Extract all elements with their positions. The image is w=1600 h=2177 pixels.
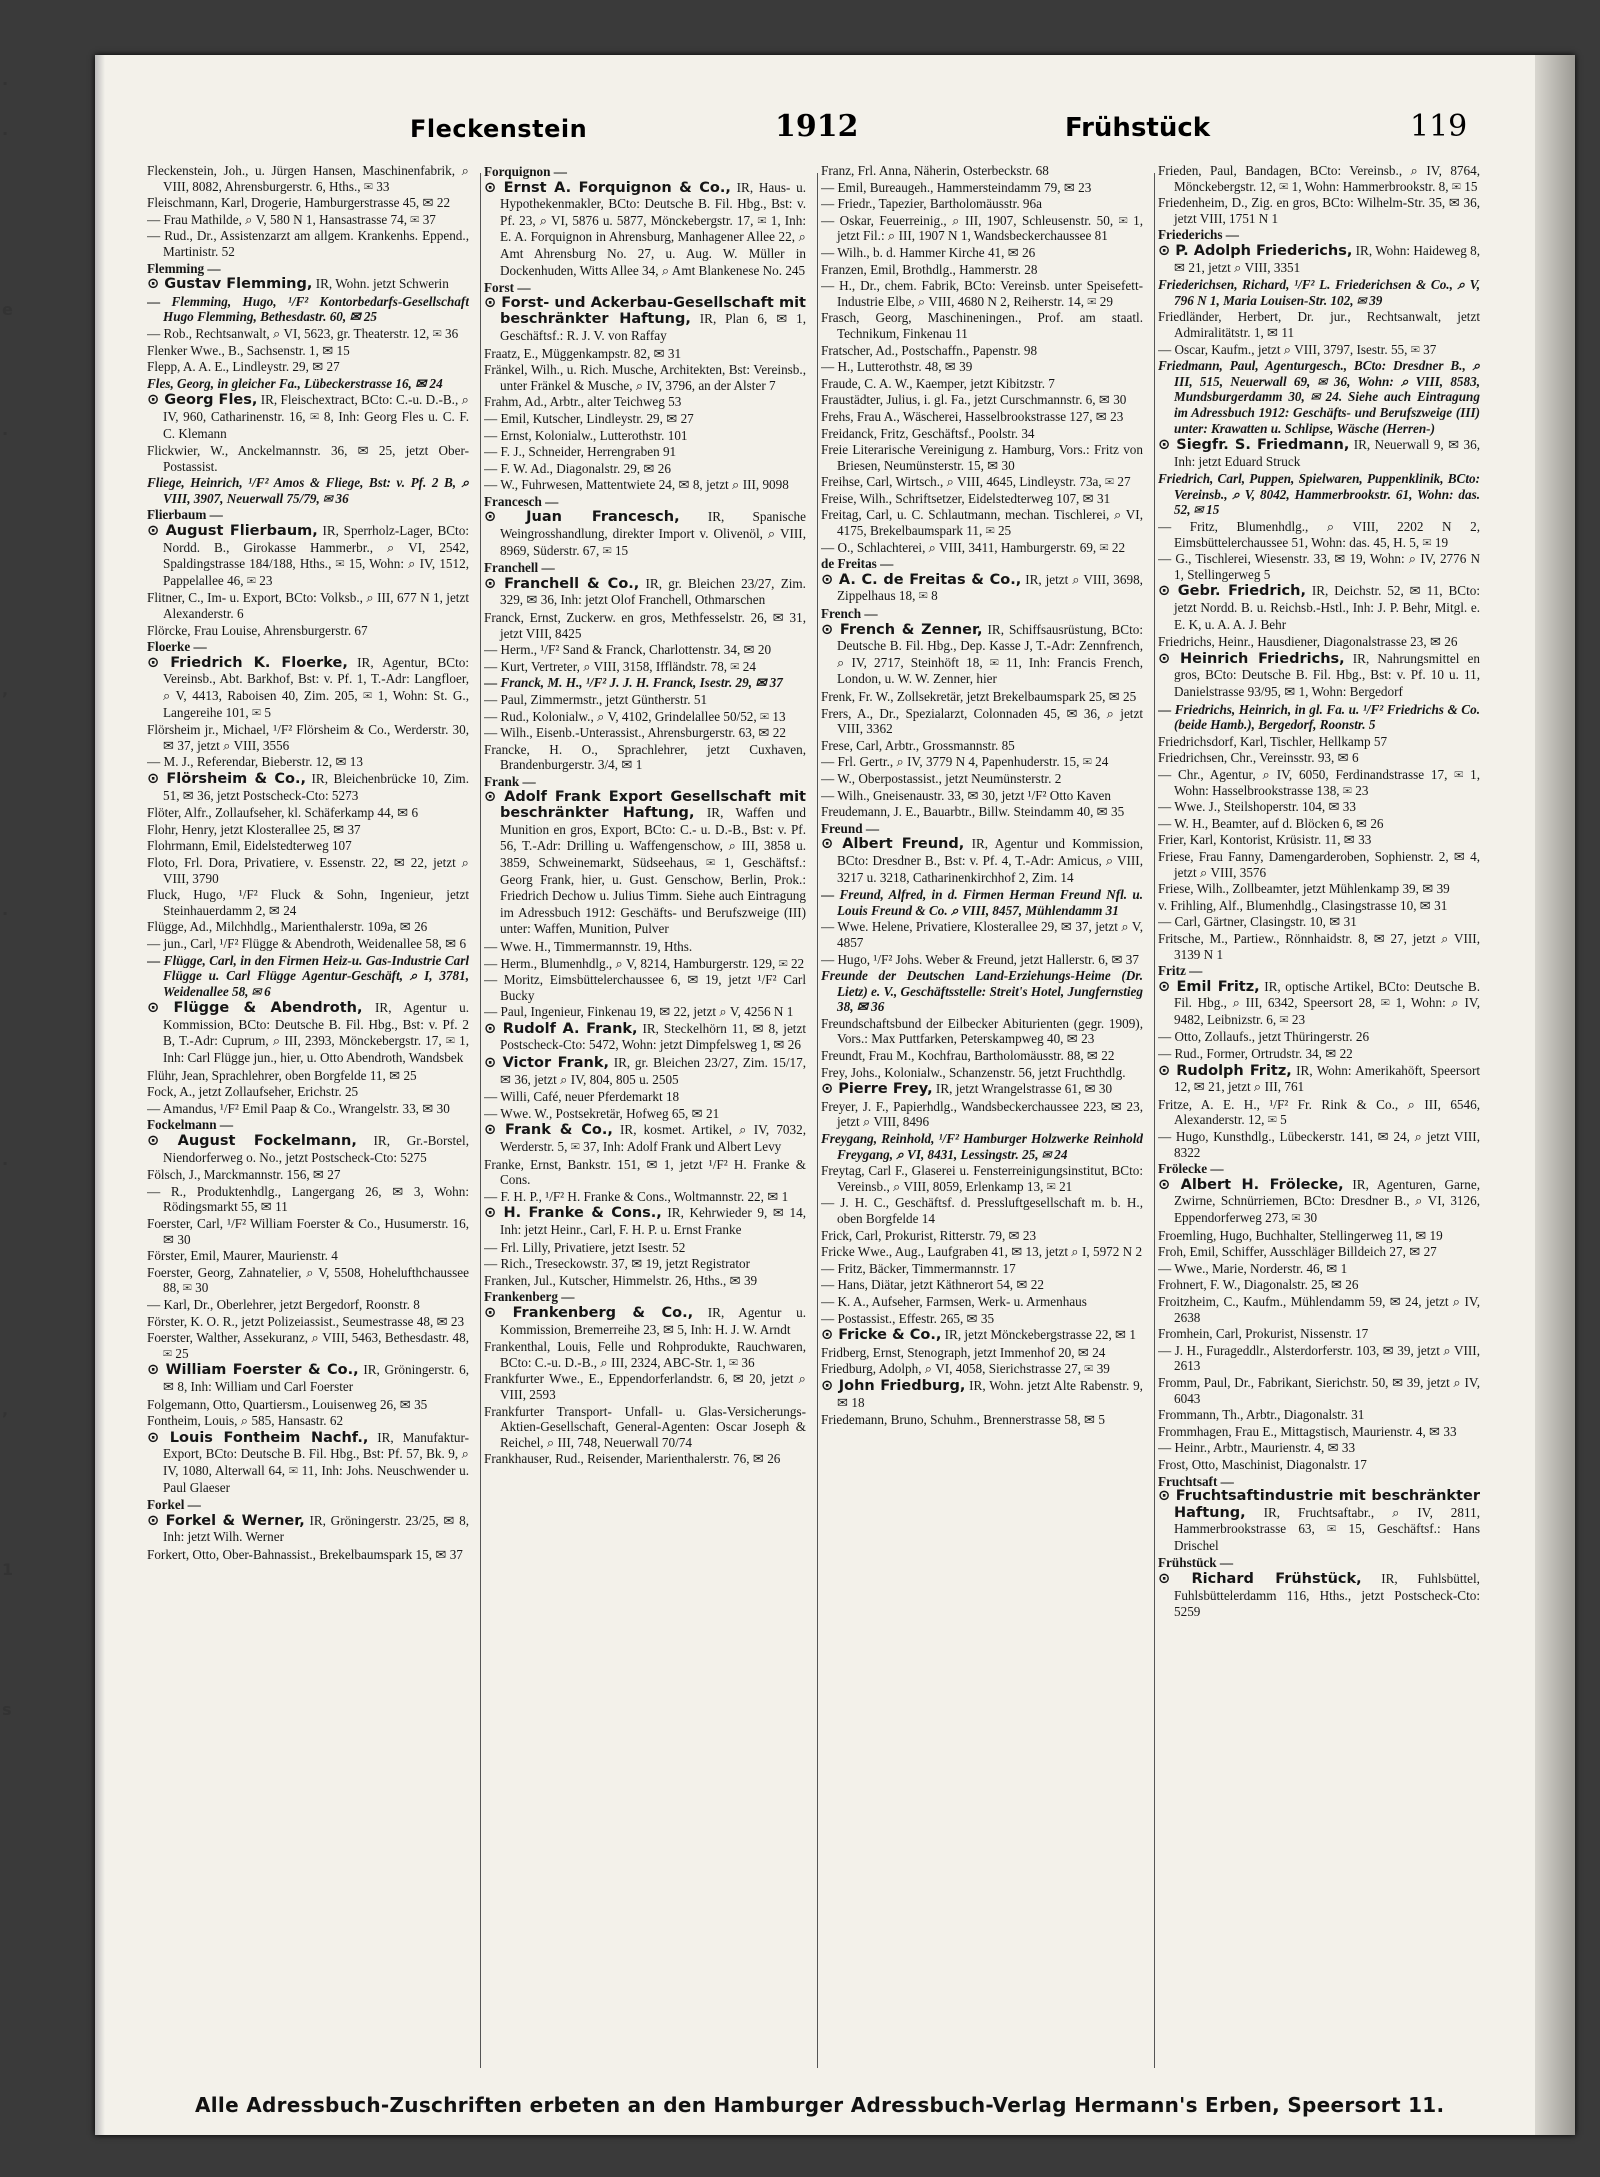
directory-entry: Freyer, J. F., Papierhdlg., Wandsbeckerchaussee 223, ✉ 23, jetzt ⌕ VIII, 8496 <box>821 1098 1143 1130</box>
firm-name: ⊙ Adolf Frank Export Gesellschaft mit beschränkter Haftung, <box>484 788 806 822</box>
directory-entry: Frick, Carl, Prokurist, Ritterstr. 79, ✉ 23 <box>821 1227 1037 1243</box>
firm-entry <box>147 1430 469 1496</box>
directory-entry: Fleckenstein, Joh., u. Jürgen Hansen, Maschinenfabrik, ⌕ VIII, 8082, Ahrensburgerstr. 6, Hths., ✉ 33 <box>147 163 469 194</box>
firm-entry <box>1158 1177 1480 1227</box>
firm-details: IR, gr. Bleichen 23/27, Zim. 15/17, ✉ 36, jetzt ⌕ IV, 804, 805 u. 2505 <box>500 1055 806 1087</box>
firm-name: ⊙ Forst- und Ackerbau-Gesellschaft mit beschränkter Haftung, <box>484 294 806 328</box>
directory-entry: Froh, Emil, Schiffer, Ausschläger Billdeich 27, ✉ 27 <box>1158 1244 1437 1260</box>
directory-entry: Friedrichsen, Chr., Vereinsstr. 93, ✉ 6 <box>1158 750 1359 766</box>
page-footer-notice: Alle Adressbuch-Zuschriften erbeten an den Hamburger Adressbuch-Verlag Hermann's Erben, Speersort 11. <box>195 2093 1445 2117</box>
directory-entry: — Otto, Zollaufs., jetzt Thüringerstr. 26 <box>1158 1029 1370 1045</box>
directory-entry: — Carl, Gärtner, Clasingstr. 10, ✉ 31 <box>1158 914 1357 930</box>
directory-entry: — Wilh., b. d. Hammer Kirche 41, ✉ 26 <box>821 244 1036 260</box>
directory-entry: Fränkel, Wilh., u. Rich. Musche, Architekten, Bst: Vereinsb., unter Fränkel & Musche, ⌕ IV, 3796, an der Alster 7 <box>484 362 806 393</box>
directory-entry: — Heinr., Arbtr., Maurienstr. 4, ✉ 33 <box>1158 1440 1356 1456</box>
directory-entry: — R., Produktenhdlg., Langergang 26, ✉ 3, Wohn: Rödingsmarkt 55, ✉ 11 <box>147 1183 469 1215</box>
firm-entry <box>484 1122 806 1155</box>
firm-details: IR, gr. Bleichen 23/27, Zim. 329, ✉ 36, Inh: jetzt Olof Franchell, Othmarschen <box>500 575 806 608</box>
directory-entry: — Willi, Café, neuer Pferdemarkt 18 <box>484 1089 680 1105</box>
group-heading: Forst — <box>484 280 531 296</box>
directory-entry: Fraude, C. A. W., Kaemper, jetzt Kibitzstr. 7 <box>821 375 1055 391</box>
directory-entry: — J. H. C., Geschäftsf. d. Pressluftgesellschaft m. b. H., oben Borgfelde 14 <box>821 1195 1143 1226</box>
firm-name: ⊙ William Foerster & Co., <box>147 1362 359 1379</box>
directory-entry: Frese, Carl, Arbtr., Grossmannstr. 85 <box>821 737 1015 753</box>
directory-entry: — Amandus, ¹/F² Emil Paap & Co., Wrangelstr. 33, ✉ 30 <box>147 1100 450 1116</box>
directory-entry: — Wwe. H., Timmermannstr. 19, Hths. <box>484 938 693 954</box>
group-heading: Flemming — <box>147 260 221 276</box>
directory-entry: Fleischmann, Karl, Drogerie, Hamburgerstrasse 45, ✉ 22 <box>147 195 451 211</box>
directory-entry-emphasized: Fles, Georg, in gleicher Fa., Lübeckerstrasse 16, ✉ 24 <box>147 375 443 391</box>
firm-name: ⊙ French & Zenner, <box>821 621 983 638</box>
directory-entry: Frers, A., Dr., Spezialarzt, Colonnaden 45, ✉ 36, ⌕ jetzt VIII, 3362 <box>821 705 1143 737</box>
directory-column-1 <box>147 163 469 2068</box>
firm-details: IR, Plan 6, ✉ 1, Geschäftsf.: R. J. V. von Raffay <box>500 311 806 343</box>
directory-entry: Freihse, Carl, Wirtsch., ⌕ VIII, 4645, Lindleystr. 73a, ✉ 27 <box>821 474 1131 490</box>
firm-details: IR, Agentur, BCto: Vereinsb., Abt. Barkhof, Bst: v. Pf. 1, T.-Adr: Langfloer, ⌕ V, 4413, Raboisen 40, Zim. 205, ✉ 1, Wohn: St. G., Langereihe 101, ✉ 5 <box>163 654 469 720</box>
directory-entry: Frost, Otto, Maschinist, Diagonalstr. 17 <box>1158 1456 1367 1472</box>
firm-entry <box>484 1205 806 1238</box>
group-heading: de Freitas — <box>821 556 894 572</box>
directory-entry: Frahm, Ad., Arbtr., alter Teichweg 53 <box>484 394 682 410</box>
firm-entry <box>147 771 469 804</box>
firm-entry <box>1158 583 1480 633</box>
firm-entry <box>147 276 469 293</box>
directory-entry: Friedburg, Adolph, ⌕ VI, 4058, Sierichstrasse 27, ✉ 39 <box>821 1361 1110 1377</box>
directory-entry: Fontheim, Louis, ⌕ 585, Hansastr. 62 <box>147 1413 344 1429</box>
firm-name: ⊙ Pierre Frey, <box>821 1081 933 1098</box>
directory-entry: Freudemann, J. E., Bauarbtr., Billw. Steindamm 40, ✉ 35 <box>821 804 1125 820</box>
firm-entry <box>1158 979 1480 1029</box>
firm-details: IR, Bleichenbrücke 10, Zim. 51, ✉ 36, jetzt Postscheck-Cto: 5273 <box>163 770 469 803</box>
directory-entry: Fritsche, M., Partiew., Rönnhaidstr. 8, ✉ 27, jetzt ⌕ VIII, 3139 N 1 <box>1158 930 1480 962</box>
directory-entry: Frasch, Georg, Maschineningen., Prof. am staatl. Technikum, Finkenau 11 <box>821 310 1143 341</box>
directory-entry: Flitner, C., Im- u. Export, BCto: Volksb., ⌕ III, 677 N 1, jetzt Alexanderstr. 6 <box>147 590 469 622</box>
group-heading: Friederichs — <box>1158 227 1239 243</box>
directory-entry: Friese, Wilh., Zollbeamter, jetzt Mühlenkamp 39, ✉ 39 <box>1158 881 1450 897</box>
directory-entry: Fricke Wwe., Aug., Laufgraben 41, ✉ 13, jetzt ⌕ I, 5972 N 2 <box>821 1244 1143 1260</box>
directory-entry: — Frau Mathilde, ⌕ V, 580 N 1, Hansastrasse 74, ✉ 37 <box>147 211 436 227</box>
firm-name: ⊙ Rudolph Fritz, <box>1158 1062 1292 1079</box>
directory-entry: Freundt, Frau M., Kochfrau, Bartholomäusstr. 88, ✉ 22 <box>821 1048 1115 1064</box>
directory-entry: — Fritz, Blumenhdlg., ⌕ VIII, 2202 N 2, Eimsbüttelerchaussee 51, Wohn: das. 45, H. 5, ✉ 19 <box>1158 519 1480 550</box>
firm-entry <box>1158 243 1480 276</box>
firm-entry <box>484 1305 806 1338</box>
firm-name: ⊙ Flügge & Abendroth, <box>147 1000 363 1017</box>
directory-entry: — Oscar, Kaufm., jetzt ⌕ VIII, 3797, Isestr. 55, ✉ 37 <box>1158 341 1437 357</box>
directory-entry: Franzen, Emil, Brothdlg., Hammerstr. 28 <box>821 261 1038 277</box>
directory-entry: Frier, Karl, Kontorist, Krüsistr. 11, ✉ 33 <box>1158 832 1372 848</box>
directory-entry: — Rich., Treseckowstr. 37, ✉ 19, jetzt Registrator <box>484 1256 750 1272</box>
firm-entry <box>1158 1489 1480 1554</box>
header-year: 1912 <box>775 109 859 144</box>
group-heading: Forkel — <box>147 1497 201 1513</box>
directory-entry: Flenker Wwe., B., Sachsenstr. 1, ✉ 15 <box>147 342 350 358</box>
directory-entry: Fratscher, Ad., Postschaffn., Papenstr. 98 <box>821 342 1038 358</box>
firm-entry <box>147 523 469 589</box>
directory-entry: Fromm, Paul, Dr., Fabrikant, Sierichstr. 50, ✉ 39, jetzt ⌕ IV, 6043 <box>1158 1374 1480 1406</box>
firm-entry <box>484 576 806 609</box>
group-heading: Fritz — <box>1158 963 1203 979</box>
directory-entry: Freise, Wilh., Schriftsetzer, Eidelstedterweg 107, ✉ 31 <box>821 490 1111 506</box>
group-heading: Frölecke — <box>1158 1161 1224 1177</box>
directory-entry: — Hugo, ¹/F² Johs. Weber & Freund, jetzt Hallerstr. 6, ✉ 37 <box>821 951 1139 967</box>
directory-entry: — Kurt, Vertreter, ⌕ VIII, 3158, Iffländstr. 78, ✉ 24 <box>484 658 756 674</box>
firm-name: ⊙ Gustav Flemming, <box>147 276 313 293</box>
firm-name: ⊙ A. C. de Freitas & Co., <box>821 571 1022 588</box>
directory-entry: — Emil, Kutscher, Lindleystr. 29, ✉ 27 <box>484 410 694 426</box>
firm-details: IR, Deichstr. 52, ✉ 11, BCto: jetzt Nordd. B. u. Reichsb.-Hstl., Inh: J. P. Behr, Mitgl. e. E. K, u. A. A. J. Behr <box>1174 583 1480 632</box>
directory-entry: Fluck, Hugo, ¹/F² Fluck & Sohn, Ingenieur, jetzt Steinhauerdamm 2, ✉ 24 <box>147 887 469 918</box>
firm-entry <box>147 1133 469 1166</box>
directory-entry: Freidanck, Fritz, Geschäftsf., Poolstr. 34 <box>821 425 1035 441</box>
directory-entry: — G., Tischlerei, Wiesenstr. 33, ✉ 19, Wohn: ⌕ IV, 2776 N 1, Stellingerweg 5 <box>1158 551 1480 582</box>
book-page <box>95 55 1575 2135</box>
directory-entry: Flöter, Alfr., Zollaufseher, kl. Schäferkamp 44, ✉ 6 <box>147 805 419 821</box>
firm-details: IR, Wohn. jetzt Schwerin <box>312 276 449 292</box>
directory-entry: Flepp, A. A. E., Lindleystr. 29, ✉ 27 <box>147 359 340 375</box>
directory-entry-emphasized: Friedmann, Paul, Agenturgesch., BCto: Dresdner B., ⌕ III, 515, Neuerwall 69, ✉ 36, Wohn: ⌕ VIII, 8583, Mundsburgerdamm 30, ✉ 24. Siehe auch Eintragung im Adressbuch 1912: Geschäfts- und Berufszweige (III) unter: Krawatten u. Schlipse, Wäsche (Herren-) <box>1158 358 1480 436</box>
firm-name: ⊙ Forkel & Werner, <box>147 1512 305 1529</box>
firm-entry <box>147 1362 469 1395</box>
directory-entry: Frankfurter Wwe., E., Eppendorferlandstr. 6, ✉ 20, jetzt ⌕ VIII, 2593 <box>484 1371 806 1402</box>
directory-entry: Förster, Emil, Maurer, Maurienstr. 4 <box>147 1248 338 1264</box>
firm-entry <box>821 1081 1143 1098</box>
firm-details: IR, Nahrungsmittel en gros, BCto: Deutsche B. Fil. Hbg., Bst: v. Pf. 10 u. 11, Danielstrasse 93/95, ✉ 1, Wohn: Bergedorf <box>1174 650 1480 699</box>
directory-entry: Franken, Jul., Kutscher, Himmelstr. 26, Hths., ✉ 39 <box>484 1272 758 1288</box>
directory-entry: — Wwe. W., Postsekretär, Hofweg 65, ✉ 21 <box>484 1105 720 1121</box>
firm-details: IR, jetzt Wrangelstrasse 61, ✉ 30 <box>932 1081 1113 1097</box>
directory-entry: Froemling, Hugo, Buchhalter, Stellingerweg 11, ✉ 19 <box>1158 1227 1443 1243</box>
firm-details: IR, Kehrwieder 9, ✉ 14, Inh: jetzt Heinr., Carl, F. H. P. u. Ernst Franke <box>500 1205 806 1237</box>
directory-entry: Franck, Ernst, Zuckerw. en gros, Methfesselstr. 26, ✉ 31, jetzt VIII, 8425 <box>484 610 806 641</box>
directory-entry: Friedrichs, Heinr., Hausdiener, Diagonalstrasse 23, ✉ 26 <box>1158 634 1458 650</box>
directory-entry: — Emil, Bureaugeh., Hammersteindamm 79, ✉ 23 <box>821 179 1092 195</box>
directory-entry: Floto, Frl. Dora, Privatiere, v. Essenstr. 22, ✉ 22, jetzt ⌕ VIII, 3790 <box>147 854 469 886</box>
directory-entry: Francke, H. O., Sprachlehrer, jetzt Cuxhaven, Brandenburgerstr. 3/4, ✉ 1 <box>484 741 806 773</box>
directory-entry: Frankenthal, Louis, Felle und Rohprodukte, Rauchwaren, BCto: C.-u. D.-B., ⌕ III, 2324, ABC-Str. 1, ✉ 36 <box>484 1339 806 1370</box>
firm-entry <box>821 1327 1143 1344</box>
directory-entry: — Wilh., Gneisenaustr. 33, ✉ 30, jetzt ¹/F² Otto Kaven <box>821 787 1111 803</box>
firm-name: ⊙ H. Franke & Cons., <box>484 1205 662 1222</box>
directory-entry: — Oskar, Feuerreinig., ⌕ III, 1907, Schleusenstr. 50, ✉ 1, jetzt Fil.: ⌕ III, 1907 N 1, Wandsbeckerchaussee 81 <box>821 212 1143 244</box>
directory-entry: — jun., Carl, ¹/F² Flügge & Abendroth, Weidenallee 58, ✉ 6 <box>147 935 467 951</box>
firm-name: ⊙ Siegfr. S. Friedmann, <box>1158 437 1350 454</box>
firm-entry <box>821 836 1143 886</box>
directory-entry: — Rud., Dr., Assistenzarzt am allgem. Krankenhs. Eppend., Martinistr. 52 <box>147 228 469 259</box>
directory-column-3 <box>821 163 1143 2068</box>
directory-entry: — Moritz, Eimsbüttelerchaussee 6, ✉ 19, jetzt ¹/F² Carl Bucky <box>484 972 806 1003</box>
firm-entry <box>147 392 469 442</box>
firm-entry <box>1158 437 1480 470</box>
directory-entry: Fraatz, E., Müggenkampstr. 82, ✉ 31 <box>484 345 682 361</box>
firm-details: IR, Agentur u. Kommission, BCto: Deutsche B. Fil. Hbg., Bst: v. Pf. 2 B, T.-Adr: Cuprum, ⌕ III, 2393, Mönckebergstr. 17, ✉ 1, Inh: Carl Flügge jun., hier, u. Otto Abendroth, Wandsbek <box>163 1000 469 1066</box>
group-heading: Francesch — <box>484 493 559 509</box>
directory-entry: Foerster, Walther, Assekuranz, ⌕ VIII, 5463, Bethesdastr. 48, ✉ 25 <box>147 1330 469 1361</box>
firm-name: ⊙ Albert Freund, <box>821 836 965 853</box>
directory-entry: Fromhein, Carl, Prokurist, Nissenstr. 17 <box>1158 1326 1369 1342</box>
firm-name: ⊙ Victor Frank, <box>484 1055 609 1072</box>
directory-entry: Folgemann, Otto, Quartiersm., Louisenweg 26, ✉ 35 <box>147 1396 428 1412</box>
directory-entry: Frankfurter Transport- Unfall- u. Glas-Versicherungs-Aktien-Gesellschaft, General-Agenten: Oscar Joseph & Reichel, ⌕ III, 748, Neuerwall 70/74 <box>484 1403 806 1450</box>
firm-entry <box>1158 1571 1480 1621</box>
firm-entry <box>484 509 806 559</box>
firm-name: ⊙ Friedrich K. Floerke, <box>147 654 348 671</box>
group-heading: Franchell — <box>484 560 555 576</box>
group-heading: Frühstück — <box>1158 1555 1234 1571</box>
directory-entry: — Hugo, Kunsthdlg., Lübeckerstr. 141, ✉ 24, ⌕ jetzt VIII, 8322 <box>1158 1129 1480 1160</box>
directory-entry-emphasized: — Franck, M. H., ¹/F² J. J. H. Franck, Isestr. 29, ✉ 37 <box>484 675 783 691</box>
firm-entry <box>1158 1063 1480 1096</box>
directory-entry: Freitag, Carl, u. C. Schlautmann, mechan. Tischlerei, ⌕ VI, 4175, Brekelbaumspark 11, ✉ 25 <box>821 507 1143 539</box>
firm-details: IR, Wohn. jetzt Alte Rabenstr. 9, ✉ 18 <box>837 1377 1143 1410</box>
directory-entry: Fraustädter, Julius, i. gl. Fa., jetzt Curschmannstr. 6, ✉ 30 <box>821 392 1127 408</box>
firm-name: ⊙ John Friedburg, <box>821 1377 966 1394</box>
directory-entry: Friedemann, Bruno, Schuhm., Brennerstrasse 58, ✉ 5 <box>821 1412 1105 1428</box>
directory-entry: — Chr., Agentur, ⌕ IV, 6050, Ferdinandstrasse 17, ✉ 1, Wohn: Hasselbrookstrasse 138, ✉ 23 <box>1158 766 1480 798</box>
firm-details: IR, Steckelhörn 11, ✉ 8, jetzt Postscheck-Cto: 5472, Wohn: jetzt Dimpfelsweg 1, ✉ 26 <box>500 1020 806 1053</box>
directory-entry: Förster, K. O. R., jetzt Polizeiassist., Seumestrasse 48, ✉ 23 <box>147 1313 465 1329</box>
firm-details: IR, Agenturen, Garne, Zwirne, Schnürriemen, BCto: Dresdner B., ⌕ VI, 3126, Eppendorferweg 273, ✉ 30 <box>1174 1176 1480 1225</box>
firm-name: ⊙ Flörsheim & Co., <box>147 770 307 787</box>
firm-details: IR, Spanische Weingrosshandlung, direkter Import v. Olivenöl, ⌕ VIII, 8969, Süderstr. 67, ✉ 15 <box>500 509 806 558</box>
directory-entry: Friedrichsdorf, Karl, Tischler, Hellkamp 57 <box>1158 733 1388 749</box>
directory-entry: Frommann, Th., Arbtr., Diagonalstr. 31 <box>1158 1407 1365 1423</box>
directory-entry: Friese, Frau Fanny, Damengarderoben, Sophienstr. 2, ✉ 4, jetzt ⌕ VIII, 3576 <box>1158 848 1480 880</box>
directory-entry: Flörcke, Frau Louise, Ahrensburgerstr. 67 <box>147 622 368 638</box>
directory-entry: Forkert, Otto, Ober-Bahnassist., Brekelbaumspark 15, ✉ 37 <box>147 1546 463 1562</box>
directory-entry: — Rud., Former, Ortrudstr. 34, ✉ 22 <box>1158 1046 1353 1062</box>
directory-column-2 <box>484 163 806 2068</box>
header-left-word: Fleckenstein <box>410 115 588 143</box>
firm-details: IR, optische Artikel, BCto: Deutsche B. Fil. Hbg., ⌕ III, 6342, Speersort 28, ✉ 1, Wohn: ⌕ IV, 9482, Leibnizstr. 6, ✉ 23 <box>1174 978 1480 1027</box>
firm-details: IR, Gröningerstr. 23/25, ✉ 8, Inh: jetzt Wilh. Werner <box>163 1512 469 1545</box>
directory-entry: Foerster, Georg, Zahnatelier, ⌕ V, 5508, Hohelufthchaussee 88, ✉ 30 <box>147 1264 469 1296</box>
group-heading: Fruchtsaft — <box>1158 1473 1234 1489</box>
directory-entry: — W., Oberpostassist., jetzt Neumünsterstr. 2 <box>821 770 1062 786</box>
group-heading: Freund — <box>821 820 880 836</box>
directory-entry: — J. H., Furageddlr., Alsterdorferstr. 103, ✉ 39, jetzt ⌕ VIII, 2613 <box>1158 1342 1480 1374</box>
firm-name: ⊙ Ernst A. Forquignon & Co., <box>484 179 731 196</box>
directory-entry: — H., Lutterothstr. 48, ✉ 39 <box>821 359 973 375</box>
firm-details: IR, Manufaktur-Export, BCto: Deutsche B. Fil. Hbg., Bst: Pf. 57, Bk. 9, ⌕ IV, 1080, Alterwall 64, ✉ 11, Inh: Johs. Neuschwender u. Paul Glaeser <box>163 1429 469 1495</box>
directory-entry: Flühr, Jean, Sprachlehrer, oben Borgfelde 11, ✉ 25 <box>147 1067 417 1083</box>
directory-columns <box>147 163 1575 2068</box>
directory-entry: — Herm., Blumenhdlg., ⌕ V, 8214, Hamburgerstr. 129, ✉ 22 <box>484 955 805 971</box>
firm-name: ⊙ Rudolf A. Frank, <box>484 1020 638 1037</box>
directory-entry: — Frl. Lilly, Privatiere, jetzt Isestr. 52 <box>484 1239 686 1255</box>
directory-entry: Frenk, Fr. W., Zollsekretär, jetzt Brekelbaumspark 25, ✉ 25 <box>821 689 1137 704</box>
directory-entry: — Fritz, Bäcker, Timmermannstr. 17 <box>821 1260 1016 1276</box>
running-header <box>95 105 1535 145</box>
directory-entry: Flörsheim jr., Michael, ¹/F² Flörsheim & Co., Werderstr. 30, ✉ 37, jetzt ⌕ VIII, 3556 <box>147 722 469 753</box>
directory-entry: — Hans, Diätar, jetzt Käthnerort 54, ✉ 22 <box>821 1277 1044 1293</box>
firm-entry <box>821 572 1143 605</box>
directory-column-4 <box>1158 163 1480 2068</box>
firm-entry <box>147 1000 469 1066</box>
directory-entry-emphasized: Freygang, Reinhold, ¹/F² Hamburger Holzwerke Reinhold Freygang, ⌕ VI, 8431, Lessingstr. 25, ✉ 24 <box>821 1131 1143 1162</box>
firm-entry <box>821 622 1143 688</box>
directory-entry: Fridberg, Ernst, Stenograph, jetzt Immenhof 20, ✉ 24 <box>821 1344 1106 1360</box>
directory-entry-emphasized: — Friedrichs, Heinrich, in gl. Fa. u. ¹/F² Friedrichs & Co. (beide Hamb.), Bergedorf, Roonstr. 5 <box>1158 701 1480 733</box>
directory-entry: Frey, Johs., Kolonialw., Schanzenstr. 56, jetzt Fruchthdlg. <box>821 1064 1126 1080</box>
directory-entry: Freytag, Carl F., Glaserei u. Fensterreinigungsinstitut, BCto: Vereinsb., ⌕ VIII, 8059, Erlenkamp 13, ✉ 21 <box>821 1163 1143 1194</box>
directory-entry: Friedländer, Herbert, Dr. jur., Rechtsanwalt, jetzt Admiralitätstr. 1, ✉ 11 <box>1158 309 1480 340</box>
firm-entry <box>484 1021 806 1054</box>
firm-details: IR, Schiffsausrüstung, BCto: Deutsche B. Fil. Hbg., Dep. Kasse J, T.-Adr: Zennfrench, ⌕ IV, 2717, Steinhöft 18, ✉ 11, Inh: Francis French, London, u. W. W. Zenner, hier <box>837 621 1143 687</box>
group-heading: Frank — <box>484 773 536 789</box>
group-heading: French — <box>821 606 878 622</box>
group-heading: Fockelmann — <box>147 1117 234 1133</box>
directory-entry: — Wilh., Eisenb.-Unterassist., Ahrensburgerstr. 63, ✉ 22 <box>484 725 786 741</box>
firm-name: ⊙ P. Adolph Friederichs, <box>1158 242 1353 259</box>
firm-details: IR, kosmet. Artikel, ⌕ IV, 7032, Werderstr. 5, ✉ 37, Inh: Adolf Frank und Albert Levy <box>500 1122 806 1155</box>
firm-entry <box>147 1513 469 1546</box>
firm-entry <box>1158 651 1480 701</box>
firm-details: IR, jetzt ⌕ VIII, 3698, Zippelhaus 18, ✉ 8 <box>837 571 1143 604</box>
directory-entry: — K. A., Aufseher, Farmsen, Werk- u. Armenhaus <box>821 1293 1087 1309</box>
firm-name: ⊙ Juan Francesch, <box>484 509 680 526</box>
directory-entry: — H., Dr., chem. Fabrik, BCto: Vereinsb. unter Speisefett-Industrie Elbe, ⌕ VIII, 4680 N 2, Reiherstr. 14, ✉ 29 <box>821 278 1143 309</box>
page-spine-shadow <box>95 55 105 2135</box>
directory-entry: — Paul, Zimmermstr., jetzt Güntherstr. 51 <box>484 692 708 707</box>
directory-entry: Frankhauser, Rud., Reisender, Marienthalerstr. 76, ✉ 26 <box>484 1451 781 1467</box>
directory-entry: — Rob., Rechtsanwalt, ⌕ VI, 5623, gr. Theaterstr. 12, ✉ 36 <box>147 325 459 341</box>
directory-entry-emphasized: Friederichsen, Richard, ¹/F² L. Friederichsen & Co., ⌕ V, 796 N 1, Maria Louisen-Str. 102, ✉ 39 <box>1158 277 1480 308</box>
firm-details: IR, Neuerwall 9, ✉ 36, Inh: jetzt Eduard Struck <box>1174 437 1480 469</box>
directory-entry: — Postassist., Effestr. 265, ✉ 35 <box>821 1310 995 1326</box>
directory-entry: Flohrmann, Emil, Eidelstedterweg 107 <box>147 838 352 854</box>
directory-entry: Franke, Ernst, Bankstr. 151, ✉ 1, jetzt ¹/F² H. Franke & Cons. <box>484 1156 806 1188</box>
page-number: 119 <box>1410 109 1468 144</box>
firm-details: IR, Gr.-Borstel, Niendorferweg o. No., jetzt Postscheck-Cto: 5275 <box>163 1133 469 1165</box>
group-heading: Flierbaum — <box>147 507 223 523</box>
firm-details: IR, jetzt Mönckebergstrasse 22, ✉ 1 <box>941 1327 1137 1343</box>
directory-entry-emphasized: Freunde der Deutschen Land-Erziehungs-Heime (Dr. Lietz) e. V., Geschäftsstelle: Streit's Hotel, Jungfernstieg 38, ✉ 36 <box>821 968 1143 1015</box>
directory-entry: — Rud., Kolonialw., ⌕ V, 4102, Grindelallee 50/52, ✉ 13 <box>484 708 786 724</box>
directory-entry-emphasized: — Flemming, Hugo, ¹/F² Kontorbedarfs-Gesellschaft Hugo Flemming, Bethesdastr. 60, ✉ 25 <box>147 293 469 325</box>
directory-entry-emphasized: — Flügge, Carl, in den Firmen Heiz-u. Gas-Industrie Carl Flügge u. Carl Flügge Agentur-Geschäft, ⌕ I, 3781, Weidenallee 58, ✉ 6 <box>147 952 469 999</box>
directory-entry: v. Frihling, Alf., Blumenhdlg., Clasingstrasse 10, ✉ 31 <box>1158 897 1448 913</box>
directory-entry: Froitzheim, C., Kaufm., Mühlendamm 59, ✉ 24, jetzt ⌕ IV, 2638 <box>1158 1293 1480 1325</box>
directory-entry: — Wwe. Helene, Privatiere, Klosterallee 29, ✉ 37, jetzt ⌕ V, 4857 <box>821 919 1143 950</box>
group-heading: Floerke — <box>147 639 207 655</box>
directory-entry: — Wwe., Marie, Norderstr. 46, ✉ 1 <box>1158 1260 1348 1276</box>
directory-entry: — W. H., Beamter, auf d. Blöcken 6, ✉ 26 <box>1158 815 1384 831</box>
directory-entry: Frommhagen, Frau E., Mittagstisch, Maurienstr. 4, ✉ 33 <box>1158 1423 1457 1439</box>
firm-name: ⊙ August Fockelmann, <box>147 1133 357 1150</box>
directory-entry-emphasized: Fliege, Heinrich, ¹/F² Amos & Fliege, Bst: v. Pf. 2 B, ⌕ VIII, 3907, Neuerwall 75/79, ✉ 36 <box>147 475 469 506</box>
page-edge-marks: . . e . , . . , 1 s <box>2 70 14 1719</box>
directory-entry: — Wwe. J., Steilshoperstr. 104, ✉ 33 <box>1158 799 1356 815</box>
firm-details: IR, Wohn: Amerikahöft, Speersort 12, ✉ 21, jetzt ⌕ III, 761 <box>1174 1062 1480 1095</box>
directory-entry: — F. H. P., ¹/F² H. Franke & Cons., Woltmannstr. 22, ✉ 1 <box>484 1188 789 1204</box>
firm-details: IR, Gröningerstr. 6, ✉ 8, Inh: William und Carl Foerster <box>163 1362 469 1394</box>
directory-entry: Freundschaftsbund der Eilbecker Abiturienten (gegr. 1909), Vors.: Max Puttfarken, Peterskampweg 40, ✉ 23 <box>821 1015 1143 1047</box>
directory-entry-emphasized: — Freund, Alfred, in d. Firmen Herman Freund Nfl. u. Louis Freund & Co. ⌕ VIII, 8457, Mühlendamm 31 <box>821 887 1143 918</box>
directory-entry: Fock, A., jetzt Zollaufseher, Erichstr. 25 <box>147 1084 359 1100</box>
directory-entry-emphasized: Friedrich, Carl, Puppen, Spielwaren, Puppenklinik, BCto: Vereinsb., ⌕ V, 8042, Hammerbrookstr. 61, Wohn: das. 52, ✉ 15 <box>1158 471 1480 518</box>
firm-entry <box>147 655 469 721</box>
directory-entry: Fölsch, J., Marckmannstr. 156, ✉ 27 <box>147 1167 341 1183</box>
directory-entry: Flohr, Henry, jetzt Klosterallee 25, ✉ 37 <box>147 821 361 837</box>
directory-entry: Freie Literarische Vereinigung z. Hamburg, Vors.: Fritz von Briesen, Neumünsterstr. 15, ✉ 30 <box>821 442 1143 473</box>
firm-details: IR, Fruchtsaftabr., ⌕ IV, 2811, Hammerbrookstrasse 63, ✉ 15, Geschäftsf.: Hans Drischel <box>1174 1504 1480 1553</box>
header-right-word: Frühstück <box>1065 113 1211 143</box>
directory-entry: — Karl, Dr., Oberlehrer, jetzt Bergedorf, Roonstr. 8 <box>147 1296 420 1312</box>
directory-entry: — Paul, Ingenieur, Finkenau 19, ✉ 22, jetzt ⌕ V, 4256 N 1 <box>484 1004 794 1020</box>
directory-entry: Frieden, Paul, Bandagen, BCto: Vereinsb., ⌕ IV, 8764, Mönckebergstr. 12, ✉ 1, Wohn: Hammerbrookstr. 8, ✉ 15 <box>1158 163 1480 194</box>
firm-name: ⊙ Louis Fontheim Nachf., <box>147 1429 369 1446</box>
firm-name: ⊙ Frankenberg & Co., <box>484 1304 694 1321</box>
firm-details: IR, Agentur u. Kommission, Bremerreihe 23, ✉ 5, Inh: H. J. W. Arndt <box>500 1304 806 1337</box>
directory-entry: — Friedr., Tapezier, Bartholomäusstr. 96a <box>821 196 1042 212</box>
firm-name: ⊙ Georg Fles, <box>147 392 258 409</box>
directory-entry: — W., Fuhrwesen, Mattentwiete 24, ✉ 8, jetzt ⌕ III, 9098 <box>484 477 789 493</box>
firm-name: ⊙ Emil Fritz, <box>1158 978 1260 995</box>
directory-entry: Fritze, A. E. H., ¹/F² Fr. Rink & Co., ⌕ III, 6546, Alexanderstr. 12, ✉ 5 <box>1158 1096 1480 1128</box>
firm-entry <box>484 790 806 938</box>
directory-entry: — F. W. Ad., Diagonalstr. 29, ✉ 26 <box>484 460 671 476</box>
firm-name: ⊙ Heinrich Friedrichs, <box>1158 650 1345 667</box>
directory-entry: Frohnert, F. W., Diagonalstr. 25, ✉ 26 <box>1158 1277 1359 1293</box>
firm-details: IR, Haus- u. Hypothekenmakler, BCto: Deutsche B. Fil. Hbg., Bst: v. Pf. 23, ⌕ VI, 5876 u. 5877, Mönckebergstr. 17, ✉ 1, Inh: E. A. Forquignon in Ahrensburg, Manhagener Allee 22, ⌕ Amt Ahrensburg No. 27, u. Aug. W. Müller in Dockenhuden, Witts Allee 34, ⌕ Amt Blankenese No. 245 <box>500 179 806 278</box>
directory-entry: Friedenheim, D., Zig. en gros, BCto: Wilhelm-Str. 35, ✉ 36, jetzt VIII, 1751 N 1 <box>1158 195 1480 226</box>
firm-entry <box>484 296 806 345</box>
firm-name: ⊙ Frank & Co., <box>484 1122 613 1139</box>
firm-name: ⊙ Fricke & Co., <box>821 1327 942 1344</box>
directory-entry: — O., Schlachterei, ⌕ VIII, 3411, Hamburgerstr. 69, ✉ 22 <box>821 539 1126 555</box>
group-heading: Frankenberg — <box>484 1289 575 1305</box>
directory-entry: Franz, Frl. Anna, Näherin, Osterbeckstr. 68 <box>821 163 1049 178</box>
group-heading: Forquignon — <box>484 164 567 179</box>
firm-name: ⊙ Gebr. Friedrich, <box>1158 583 1306 600</box>
firm-name: ⊙ Richard Frühstück, <box>1158 1571 1362 1588</box>
firm-entry <box>484 180 806 280</box>
directory-entry: — F. J., Schneider, Herrengraben 91 <box>484 444 677 460</box>
firm-entry <box>484 1055 806 1088</box>
directory-entry: Flügge, Ad., Milchhdlg., Marienthalerstr. 109a, ✉ 26 <box>147 919 428 935</box>
directory-entry: Flickwier, W., Anckelmannstr. 36, ✉ 25, jetzt Ober-Postassist. <box>147 443 469 474</box>
firm-details: IR, Wohn: Haideweg 8, ✉ 21, jetzt ⌕ VIII, 3351 <box>1174 242 1480 275</box>
firm-name: ⊙ Albert H. Frölecke, <box>1158 1176 1344 1193</box>
firm-details: IR, Sperrholz-Lager, BCto: Nordd. B., Girokasse Hammerbr., ⌕ VI, 2542, Spaldingstrasse 184/188, Hths., ✉ 15, Wohn: ⌕ IV, 1512, Pappelallee 46, ✉ 23 <box>163 523 469 588</box>
directory-entry: — M. J., Referendar, Bieberstr. 12, ✉ 13 <box>147 754 363 770</box>
directory-entry: Foerster, Carl, ¹/F² William Foerster & Co., Husumerstr. 16, ✉ 30 <box>147 1216 469 1247</box>
firm-entry <box>821 1378 1143 1411</box>
firm-details: IR, Agentur und Kommission, BCto: Dresdner B., Bst: v. Pf. 4, T.-Adr: Amicus, ⌕ VIII, 3217 u. 3218, Catharinenkirchhof 2, Zim. 14 <box>837 836 1143 885</box>
directory-entry: Frehs, Frau A., Wäscherei, Hasselbrookstrasse 127, ✉ 23 <box>821 408 1124 424</box>
firm-name: ⊙ Fruchtsaftindustrie mit beschränkter Haftung, <box>1158 1488 1480 1521</box>
firm-name: ⊙ August Flierbaum, <box>147 523 318 540</box>
firm-details: IR, Fleischextract, BCto: C.-u. D.-B., ⌕ IV, 960, Catharinenstr. 16, ✉ 8, Inh: Georg Fles u. C. F. C. Klemann <box>163 392 469 441</box>
firm-details: IR, Waffen und Munition en gros, Export, BCto: C.- u. D.-B., Bst: v. Pf. 56, T.-Adr: Drilling u. Waffengenschow, ⌕ III, 3858 u. 3859, Schweinemarkt, Südseehaus, ✉ 1, Geschäftsf.: Georg Frank, hier, u. Gust. Genschow, Berlin, Prok.: Friedrich Dechow u. Julius Timm. Siehe auch Eintragung im Adressbuch 1912: Geschäfts- und Berufszweige (III) unter: Waffen, Munition, Pulver <box>500 805 806 937</box>
directory-entry: — Ernst, Kolonialw., Lutterothstr. 101 <box>484 427 688 443</box>
directory-entry: — Herm., ¹/F² Sand & Franck, Charlottenstr. 34, ✉ 20 <box>484 642 772 658</box>
firm-details: IR, Fuhlsbüttel, Fuhlsbüttelerdamm 116, Hths., jetzt Postscheck-Cto: 5259 <box>1174 1571 1480 1620</box>
firm-name: ⊙ Franchell & Co., <box>484 575 640 592</box>
directory-entry: — Frl. Gertr., ⌕ IV, 3779 N 4, Papenhuderstr. 15, ✉ 24 <box>821 754 1109 770</box>
